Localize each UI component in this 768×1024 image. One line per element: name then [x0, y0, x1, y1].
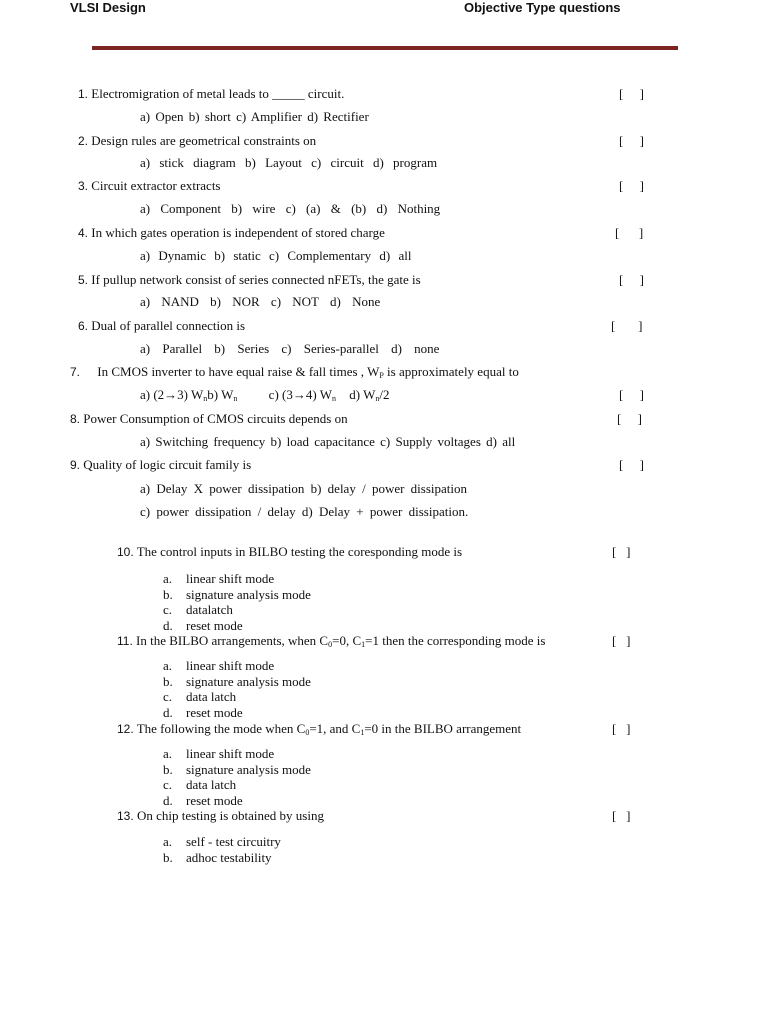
question-text: Quality of logic circuit family is — [83, 457, 252, 472]
question-7-options — [140, 387, 389, 403]
question-number: 1. — [78, 87, 89, 101]
question-4-options: a) Dynamic b) static c) Complementary d) all — [140, 248, 412, 263]
answer-bracket[interactable]: [ ] — [619, 387, 644, 402]
option-b: b) $W_n$ — [207, 387, 238, 403]
question-10 — [117, 544, 462, 560]
question-text: Circuit extractor extracts — [91, 178, 221, 193]
question-text: In the BILBO arrangements, when $C_0=0$, $C_1=1$ then the corresponding mode is — [136, 633, 546, 649]
question-8-options: a) Switching frequency b) load capacitance c) Supply voltages d) all — [140, 434, 516, 449]
option-a: a) (2→3) $W_n$ — [140, 387, 208, 403]
question-4 — [78, 225, 385, 241]
question-number: 3. — [78, 179, 89, 193]
question-text: Power Consumption of CMOS circuits depends on — [83, 411, 348, 426]
question-9-options-2: c) power dissipation / delay d) Delay + power dissipation. — [140, 504, 469, 519]
answer-bracket[interactable]: [ ] — [612, 721, 631, 736]
header-subject: VLSI Design — [70, 0, 146, 15]
question-number: 6. — [78, 319, 89, 333]
question-number: 5. — [78, 273, 89, 287]
question-9 — [70, 457, 251, 473]
question-12 — [117, 721, 521, 737]
question-number: 8. — [70, 412, 81, 426]
question-number: 7. — [70, 365, 81, 379]
question-number: 2. — [78, 134, 89, 148]
answer-bracket[interactable]: [ ] — [615, 225, 644, 240]
question-text: On chip testing is obtained by using — [136, 808, 324, 823]
question-7 — [70, 364, 519, 380]
answer-bracket[interactable]: [ ] — [619, 133, 644, 148]
answer-bracket[interactable]: [ ] — [611, 318, 643, 333]
answer-bracket[interactable]: [ ] — [619, 457, 644, 472]
header-title: Objective Type questions — [464, 0, 621, 15]
question-text: If pullup network consist of series connected nFETs, the gate is — [91, 272, 421, 287]
question-text: Electromigration of metal leads to _____ circuit. — [91, 86, 345, 101]
question-5 — [78, 272, 421, 288]
question-number: 11. — [117, 634, 133, 648]
question-text: In which gates operation is independent of stored charge — [91, 225, 385, 240]
question-2 — [78, 133, 316, 149]
question-8 — [70, 411, 348, 427]
question-number: 9. — [70, 458, 81, 472]
answer-bracket[interactable]: [ ] — [617, 411, 642, 426]
question-11 — [117, 633, 545, 649]
answer-bracket[interactable]: [ ] — [612, 633, 631, 648]
question-2-options: a) stick diagram b) Layout c) circuit d) program — [140, 155, 438, 170]
question-9-options: a) Delay X power dissipation b) delay / power dissipation — [140, 481, 468, 496]
question-text: The control inputs in BILBO testing the coresponding mode is — [136, 544, 463, 559]
header-rule — [92, 46, 678, 50]
question-3-options: a) Component b) wire c) (a) & (b) d) Nothing — [140, 201, 441, 216]
question-6 — [78, 318, 245, 334]
question-3 — [78, 178, 221, 194]
answer-bracket[interactable]: [ ] — [619, 272, 644, 287]
answer-bracket[interactable]: [ ] — [619, 178, 644, 193]
question-1 — [78, 86, 344, 102]
answer-bracket[interactable]: [ ] — [612, 808, 631, 823]
question-number: 10. — [117, 545, 134, 559]
question-number: 13. — [117, 809, 134, 823]
question-text: In CMOS inverter to have equal raise & fall times , $W_P$ is approximately equal to — [97, 364, 519, 380]
question-number: 4. — [78, 226, 89, 240]
question-5-options: a) NAND b) NOR c) NOT d) None — [140, 294, 381, 309]
question-13 — [117, 808, 324, 824]
question-text: The following the mode when $C_0=1$, and $C_1=0$ in the BILBO arrangement — [136, 721, 522, 737]
question-number: 12. — [117, 722, 134, 736]
answer-bracket[interactable]: [ ] — [612, 544, 631, 559]
answer-bracket[interactable]: [ ] — [619, 86, 644, 101]
option-c: c) (3→4) $W_n$ — [268, 387, 336, 403]
question-text: Design rules are geometrical constraints on — [91, 133, 317, 148]
option-d: d) $W_n/2$ — [349, 387, 390, 403]
question-6-options: a) Parallel b) Series c) Series-parallel d) none — [140, 341, 440, 356]
question-text: Dual of parallel connection is — [91, 318, 246, 333]
question-1-options: a) Open b) short c) Amplifier d) Rectifier — [140, 109, 369, 124]
